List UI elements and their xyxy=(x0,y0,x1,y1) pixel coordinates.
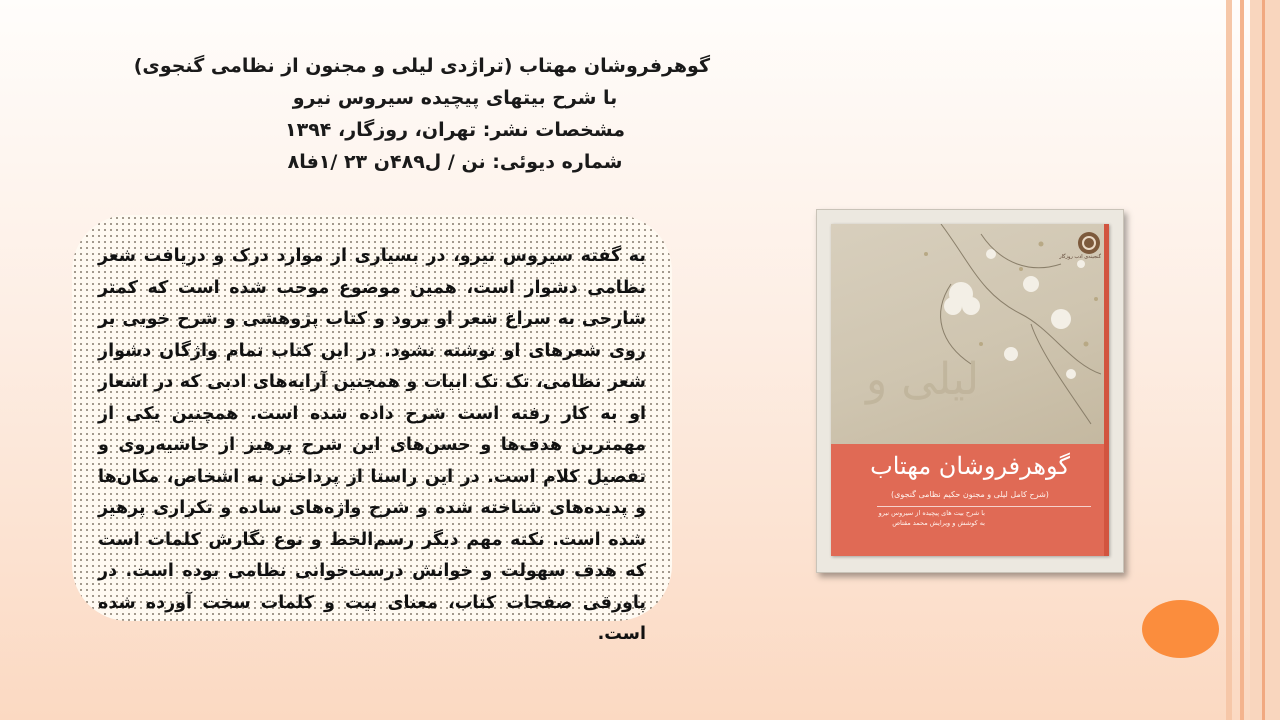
cover-subtitle: (شرح کامل لیلی و مجنون حکیم نظامی گنجوی) xyxy=(891,490,1049,499)
book-cover xyxy=(831,224,1109,556)
decor-rail xyxy=(1262,0,1265,720)
cover-credits xyxy=(845,508,985,528)
cover-divider xyxy=(877,506,1091,507)
decor-rail xyxy=(1240,0,1244,720)
cover-floral-art xyxy=(831,224,1109,444)
publisher-logo-text: گنجینه‌ی ادب روزگار xyxy=(1059,254,1101,260)
cover-title: گوهرفروشان مهتاب xyxy=(870,452,1070,480)
publisher-logo xyxy=(1059,232,1101,266)
svg-text:لیلی و: لیلی و xyxy=(866,354,980,405)
book-cover-image xyxy=(816,209,1124,573)
decor-rail xyxy=(1250,0,1280,720)
summary-text: به گفته سیروس نیرو، در بسیاری از موارد درک و دریافت شعر نظامی دشوار است، همین موضوع موجب شده است که کمتر شارحی به سراغ شعر او برود و کتاب پژوهشی و شرح خوبی بر روی شعرهای او نوشته نشود. در این کتاب تمام واژگان دشوار شعر نظامی، تک تک ابیات و همچنین آرایه‌های ادبی که در اشعار او به کار رفته است شرح داده شده است. همچنین یکی از مهمترین هدف‌ها و حسن‌های این شرح پرهیز از حاشیه‌روی و تفصیل کلام است. در این راستا از پرداختن به اشخاص، مکان‌ها و پدیده‌های شناخته شده و شرح واژه‌های ساده و تکراری پرهیز شده است. نکته مهم دیگر رسم‌الخط و نوع نگارش کلمات است که هدف سهولت و خوانش درست‌خوانی نظامی بوده است. در پاورقی صفحات کتاب، معنای بیت و کلمات سخت آورده شده است. xyxy=(98,246,646,644)
commentary-line: با شرح بیتهای پیچیده سیروس نیرو xyxy=(292,87,618,109)
accent-circle xyxy=(1142,600,1219,658)
summary-box xyxy=(72,215,672,644)
publication-line: مشخصات نشر: تهران، روزگار، ۱۳۹۴ xyxy=(285,119,625,141)
dewey-line: شماره دیوئی: ‏‫نن / ل۴۸۹ن ۲۳ /۱فا۸ xyxy=(287,151,623,173)
cover-credit-line: با شرح بیت های پیچیده از سیروس نیرو xyxy=(878,509,985,517)
publisher-logo-icon xyxy=(1078,232,1100,254)
cover-spine-edge xyxy=(1104,224,1109,556)
book-title-line: گوهرفروشان مهتاب (تراژدی لیلی و مجنون از نظامی گنجوی) xyxy=(133,55,710,77)
bibliography-block xyxy=(133,50,710,178)
decor-rail xyxy=(1226,0,1232,720)
cover-credit-line: به کوشش و ویرایش محمد مقتاص xyxy=(892,519,985,527)
